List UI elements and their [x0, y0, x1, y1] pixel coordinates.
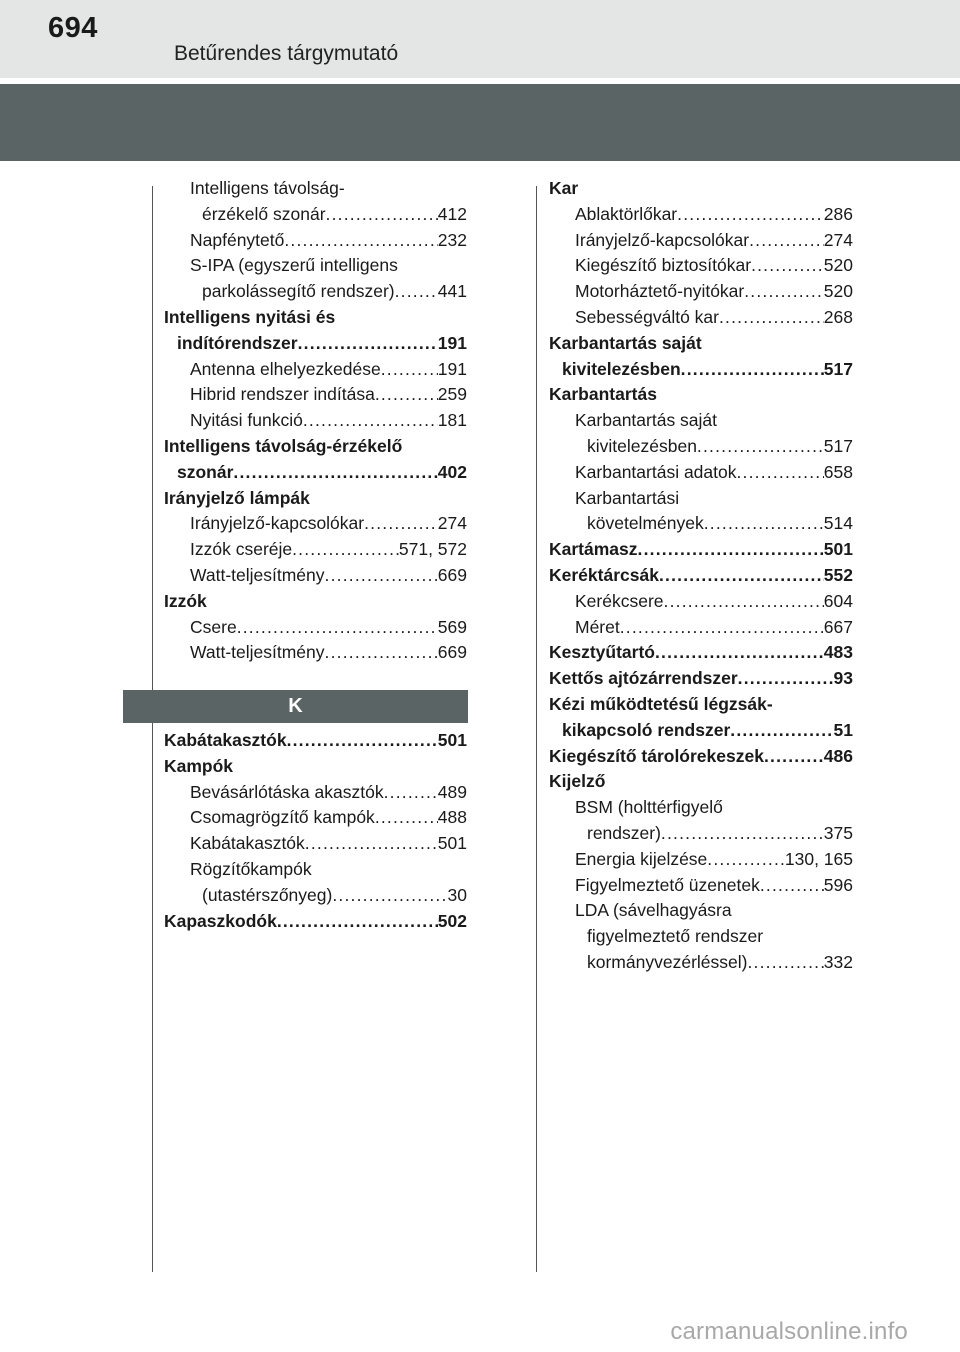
index-entry [549, 563, 853, 589]
index-entry [164, 857, 467, 883]
dot-leader [704, 511, 824, 537]
index-entry-page: 489 [437, 781, 467, 802]
index-entry [549, 511, 853, 537]
index-entry-term: kormányvezérléssel) [587, 951, 748, 972]
index-entry-term: Karbantartási adatok [575, 461, 737, 482]
index-entry [549, 382, 853, 408]
dot-leader [325, 640, 438, 666]
index-entry-page: 402 [437, 461, 467, 482]
index-entry-page: 488 [437, 807, 467, 828]
index-entry-term: Bevásárlótáska akasztók [190, 781, 384, 802]
dot-leader [381, 357, 438, 383]
index-entry-page: 604 [823, 590, 853, 611]
index-entry [549, 640, 853, 666]
index-column-right [549, 176, 853, 976]
dot-leader [738, 666, 834, 692]
index-entry-term: LDA (sávelhagyásra [575, 900, 732, 921]
index-entry-page: 669 [437, 564, 467, 585]
index-entry-term: Antenna elhelyezkedése [190, 358, 381, 379]
index-entry-page: 274 [823, 229, 853, 250]
index-entry-term: indítórendszer [177, 332, 298, 353]
index-entry [549, 615, 853, 641]
index-entry-term: Irányjelző lámpák [164, 487, 310, 508]
index-entry-term: kivitelezésben [587, 435, 697, 456]
index-entry-term: Kiegészítő biztosítókar [575, 255, 752, 276]
index-entry [164, 357, 467, 383]
index-entry [164, 176, 467, 202]
index-entry-page: 51 [833, 719, 853, 740]
dot-leader [655, 640, 824, 666]
index-entry-page: 412 [437, 203, 467, 224]
dot-leader [303, 408, 438, 434]
index-entry-term: Izzók [164, 590, 207, 611]
index-entry-term: követelmények [587, 513, 704, 534]
index-entry-page: 517 [823, 435, 853, 456]
dot-leader [697, 434, 824, 460]
index-entry-term: Kijelző [549, 771, 606, 792]
page-number: 694 [48, 12, 98, 44]
index-entry [164, 537, 467, 563]
index-entry-term: S-IPA (egyszerű intelligens [190, 255, 398, 276]
index-column-left [164, 176, 467, 666]
index-entry-term: Nyitási funkció [190, 410, 303, 431]
index-entry [164, 408, 467, 434]
index-entry [164, 331, 467, 357]
dot-leader [237, 615, 438, 641]
index-entry-term: Irányjelző-kapcsolókar [575, 229, 750, 250]
dot-leader [749, 228, 824, 254]
index-entry [549, 228, 853, 254]
index-entry-page: 130, 165 [784, 848, 853, 869]
index-entry [549, 434, 853, 460]
index-entry-page: 375 [823, 822, 853, 843]
index-entry [164, 460, 467, 486]
index-entry-page: 191 [437, 332, 467, 353]
index-entry-term: rendszer) [587, 822, 661, 843]
index-entry-term: kikapcsoló rendszer [562, 719, 731, 740]
index-entry-term: Kampók [164, 755, 234, 776]
index-entry [164, 831, 467, 857]
page-title: Betűrendes tárgymutató [174, 42, 399, 65]
index-entry-page: 332 [823, 951, 853, 972]
watermark: carmanualsonline.info [670, 1318, 908, 1345]
index-entry-term: érzékelő szonár [202, 203, 326, 224]
index-entry [549, 847, 853, 873]
index-entry-term: Energia kijelzése [575, 848, 708, 869]
index-entry-page: 517 [823, 358, 853, 379]
index-entry [549, 408, 853, 434]
dot-leader [298, 331, 438, 357]
index-entry [549, 718, 853, 744]
column-divider-left [152, 186, 153, 1272]
index-entry-page: 232 [437, 229, 467, 250]
index-entry-term: (utastérszőnyeg) [202, 884, 333, 905]
dot-leader [707, 847, 785, 873]
index-entry [164, 382, 467, 408]
index-entry-term: Kabátakasztók [164, 730, 287, 750]
index-entry [164, 434, 467, 460]
index-entry-term: Intelligens távolság- [190, 178, 345, 198]
index-entry-term: Karbantartási [575, 487, 680, 508]
index-entry-page: 502 [437, 910, 467, 931]
index-entry [164, 728, 467, 754]
index-entry [164, 780, 467, 806]
dot-leader [364, 511, 438, 537]
index-entry-term: Kartámasz [549, 539, 638, 560]
dot-leader [305, 831, 438, 857]
index-entry-page: 286 [823, 203, 853, 224]
index-entry [164, 202, 467, 228]
index-entry-page: 501 [823, 539, 853, 560]
index-column-left-k [164, 728, 467, 934]
dot-leader [384, 780, 438, 806]
index-entry [164, 640, 467, 666]
index-entry [549, 666, 853, 692]
index-entry-term: Karbantartás saját [575, 410, 718, 431]
index-entry-page: 501 [437, 833, 467, 854]
index-entry-term: Csomagrögzítő kampók [190, 807, 375, 828]
index-entry-term: Napfénytető [190, 229, 285, 250]
column-divider-middle [536, 186, 537, 1272]
index-entry [164, 486, 467, 512]
index-entry-page: 520 [823, 255, 853, 276]
index-entry [549, 357, 853, 383]
index-entry [164, 754, 467, 780]
index-entry-term: Kettős ajtózárrendszer [549, 668, 738, 689]
section-letter-header: K [123, 690, 468, 723]
dot-leader [620, 615, 824, 641]
index-entry [164, 253, 467, 279]
index-entry [549, 176, 853, 202]
index-entry-term: Rögzítőkampók [190, 858, 312, 879]
index-entry-term: Watt-teljesítmény [190, 642, 325, 663]
index-entry [549, 486, 853, 512]
index-entry [549, 924, 853, 950]
index-entry-page: 520 [823, 281, 853, 302]
index-entry [549, 202, 853, 228]
index-entry-term: parkolássegítő rendszer) [202, 281, 395, 302]
index-entry [549, 821, 853, 847]
index-entry [164, 615, 467, 641]
index-entry [164, 228, 467, 254]
dot-leader [664, 589, 824, 615]
index-entry-term: BSM (holttérfigyelő [575, 797, 723, 818]
index-entry-page: 514 [823, 513, 853, 534]
index-entry-term: Karbantartás [549, 384, 657, 405]
index-entry-term: Kiegészítő tárolórekeszek [549, 745, 764, 766]
dot-leader [661, 821, 824, 847]
index-entry-page: 191 [437, 358, 467, 379]
index-entry [549, 589, 853, 615]
index-entry [549, 898, 853, 924]
dot-leader [277, 909, 438, 935]
index-entry [549, 279, 853, 305]
dot-leader [677, 202, 824, 228]
index-entry-term: Kar [549, 178, 579, 198]
index-entry-page: 274 [437, 513, 467, 534]
index-entry-page: 569 [437, 616, 467, 637]
index-entry-term: Intelligens távolság-érzékelő [164, 435, 403, 456]
index-entry-term: Figyelmeztető üzenetek [575, 874, 760, 895]
index-entry-term: Karbantartás saját [549, 332, 702, 353]
dot-leader [747, 950, 823, 976]
index-entry-term: Kabátakasztók [190, 833, 305, 854]
index-entry [164, 909, 467, 935]
index-entry-term: Méret [575, 616, 620, 637]
dot-leader [719, 305, 824, 331]
dot-leader [233, 460, 437, 486]
index-entry [164, 805, 467, 831]
index-entry [549, 305, 853, 331]
dot-leader [751, 253, 824, 279]
index-entry-term: Watt-teljesítmény [190, 564, 325, 585]
index-entry [164, 589, 467, 615]
index-entry-page: 571, 572 [398, 539, 467, 560]
index-entry-term: Kézi működtetésű légzsák- [549, 693, 773, 714]
dot-leader [287, 728, 438, 754]
index-entry [164, 563, 467, 589]
dot-leader [737, 460, 824, 486]
index-entry-page: 552 [823, 564, 853, 585]
index-entry [549, 460, 853, 486]
index-entry-page: 259 [437, 384, 467, 405]
dot-leader [325, 563, 438, 589]
dot-leader [326, 202, 438, 228]
dot-leader [284, 228, 437, 254]
index-entry [549, 692, 853, 718]
index-entry-term: Ablaktörlőkar [575, 203, 678, 224]
dot-leader [760, 873, 824, 899]
index-entry-term: Kesztyűtartó [549, 642, 655, 663]
index-entry-page: 596 [823, 874, 853, 895]
index-entry-term: figyelmeztető rendszer [587, 926, 764, 947]
index-entry [549, 331, 853, 357]
dot-leader [764, 744, 824, 770]
index-entry-page: 30 [447, 884, 467, 905]
index-entry-page: 441 [437, 281, 467, 302]
index-entry-page: 268 [823, 306, 853, 327]
index-entry-term: Kerékcsere [575, 590, 664, 611]
index-entry-term: szonár [177, 461, 234, 482]
index-entry-page: 501 [437, 730, 467, 750]
dot-leader [375, 805, 438, 831]
index-entry-term: kivitelezésben [562, 358, 681, 379]
dot-leader [730, 718, 833, 744]
index-entry-page: 669 [437, 642, 467, 663]
index-entry [549, 253, 853, 279]
dot-leader [638, 537, 824, 563]
index-entry [164, 883, 467, 909]
dot-leader [744, 279, 824, 305]
header-bar [0, 0, 960, 78]
index-entry [549, 744, 853, 770]
index-entry-term: Hibrid rendszer indítása [190, 384, 375, 405]
index-entry [549, 795, 853, 821]
index-entry-page: 667 [823, 616, 853, 637]
index-entry-term: Sebességváltó kar [575, 306, 719, 327]
index-entry [164, 511, 467, 537]
index-entry-term: Kapaszkodók [164, 910, 277, 931]
index-entry-page: 658 [823, 461, 853, 482]
index-entry-term: Csere [190, 616, 237, 637]
header-band [0, 84, 960, 161]
index-entry [549, 950, 853, 976]
dot-leader [375, 382, 438, 408]
dot-leader [681, 357, 824, 383]
index-entry [549, 537, 853, 563]
index-entry-term: Intelligens nyitási és [164, 306, 336, 327]
index-entry [164, 279, 467, 305]
dot-leader [659, 563, 824, 589]
index-entry-page: 181 [437, 410, 467, 431]
index-entry [549, 873, 853, 899]
index-entry-page: 483 [823, 642, 853, 663]
index-entry-term: Keréktárcsák [549, 564, 659, 585]
dot-leader [395, 279, 438, 305]
index-entry-page: 486 [823, 745, 853, 766]
index-entry-term: Izzók cseréje [190, 539, 293, 560]
index-entry-term: Irányjelző-kapcsolókar [190, 513, 365, 534]
index-entry-term: Motorháztető-nyitókar [575, 281, 745, 302]
index-entry-page: 93 [833, 668, 853, 689]
dot-leader [332, 883, 447, 909]
index-entry [164, 305, 467, 331]
dot-leader [292, 537, 399, 563]
index-entry [549, 769, 853, 795]
